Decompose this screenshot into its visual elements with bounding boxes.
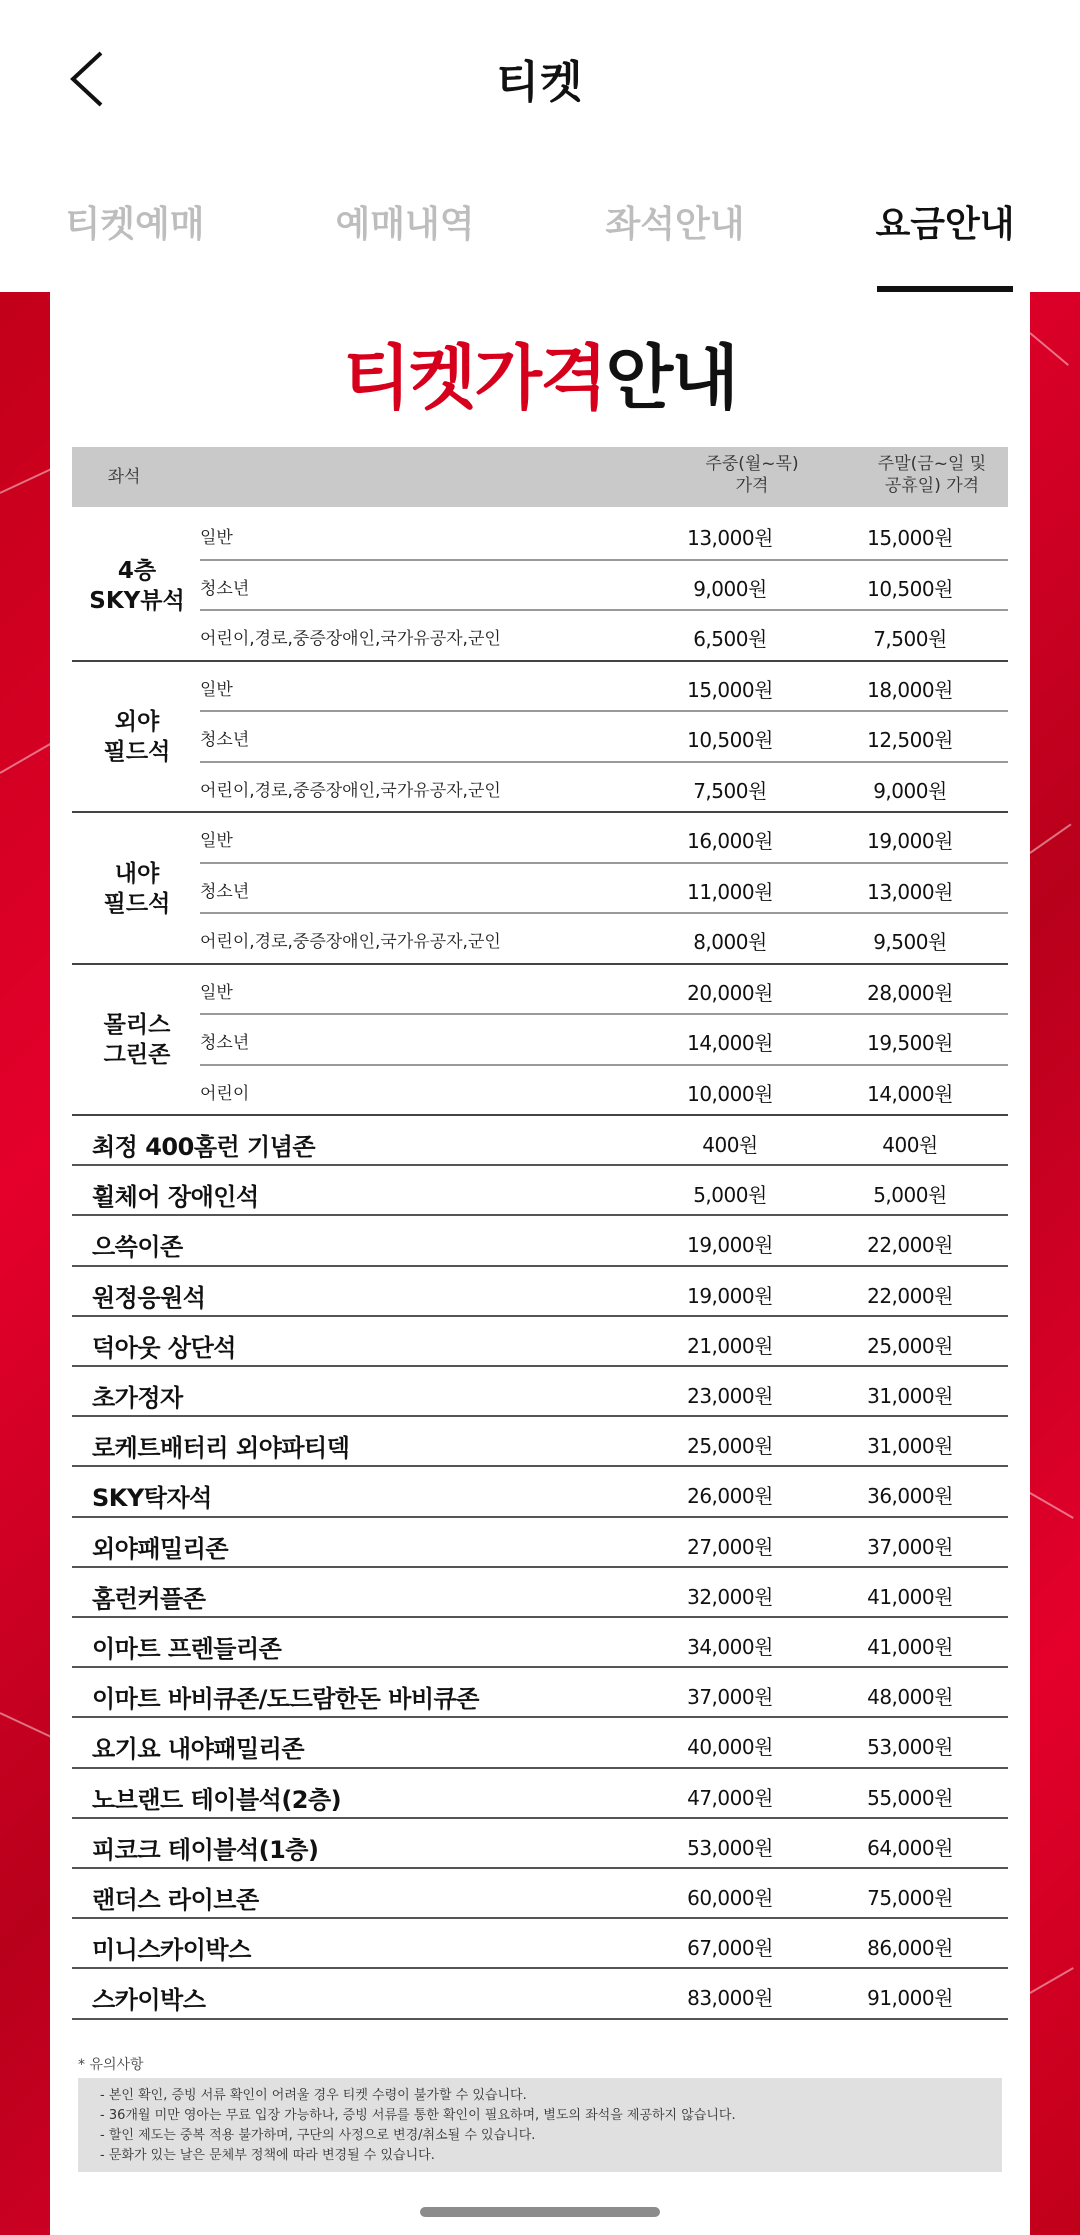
- weekday-price: 67,000원: [687, 1936, 773, 1961]
- row-divider: [200, 1013, 1008, 1015]
- notice-line: - 할인 제도는 중복 적용 불가하며, 구단의 사정으로 변경/취소될 수 있습니다.: [100, 2128, 536, 2143]
- weekend-price: 19,500원: [867, 1031, 953, 1055]
- row-divider: [72, 1867, 1008, 1869]
- weekend-price: 53,000원: [867, 1735, 953, 1760]
- row-divider: [72, 1616, 1008, 1618]
- row-divider: [72, 1365, 1008, 1367]
- weekday-price: 32,000원: [687, 1584, 773, 1609]
- weekday-price: 19,000원: [687, 1283, 773, 1308]
- weekend-price: 31,000원: [867, 1434, 953, 1459]
- seat-group-name: 4층 SKY뷰석: [89, 557, 185, 614]
- weekday-price: 34,000원: [687, 1635, 773, 1659]
- row-divider: [72, 660, 1008, 662]
- zone-name: 이마트 프렌들리존: [92, 1635, 282, 1663]
- weekday-price: 60,000원: [687, 1886, 773, 1910]
- seat-subtype: 청소년: [200, 730, 250, 750]
- notice-title: * 유의사항: [78, 2057, 144, 2073]
- weekday-price: 53,000원: [687, 1835, 773, 1860]
- row-divider: [72, 1465, 1008, 1467]
- weekday-price: 25,000원: [687, 1434, 773, 1459]
- weekday-price: 13,000원: [687, 526, 773, 550]
- seat-subtype: 청소년: [200, 578, 250, 599]
- weekend-price: 64,000원: [867, 1835, 953, 1860]
- weekend-price: 9,000원: [873, 778, 947, 803]
- weekend-price: 13,000원: [867, 879, 953, 904]
- seat-subtype: 어린이,경로,중증장애인,국가유공자,군인: [200, 780, 501, 801]
- weekday-price: 15,000원: [687, 677, 773, 702]
- weekday-price: 21,000원: [687, 1333, 773, 1358]
- tab-ticket-booking[interactable]: 티켓예매: [65, 204, 205, 245]
- row-divider: [72, 1516, 1008, 1518]
- weekend-price: 28,000원: [867, 980, 953, 1005]
- weekend-price: 91,000원: [867, 1986, 953, 2011]
- tab-seat-guide[interactable]: 좌석안내: [605, 204, 745, 245]
- weekday-price: 6,500원: [693, 627, 767, 651]
- notice-line: - 문화가 있는 날은 문체부 정책에 따라 변경될 수 있습니다.: [100, 2148, 435, 2163]
- zone-name: 노브랜드 테이블석(2층): [92, 1785, 342, 1814]
- zone-name: 요기요 내야패밀리존: [92, 1735, 305, 1764]
- row-divider: [72, 1265, 1008, 1267]
- weekend-price: 86,000원: [867, 1936, 953, 1961]
- weekday-price: 11,000원: [687, 879, 773, 904]
- weekend-price: 22,000원: [867, 1233, 953, 1258]
- seat-subtype: 어린이,경로,중증장애인,국가유공자,군인: [200, 629, 501, 649]
- header-weekend: 주말(금~일 및 공휴일) 가격: [877, 454, 987, 496]
- zone-name: 피코크 테이블석(1층): [92, 1835, 319, 1864]
- weekend-price: 31,000원: [867, 1384, 953, 1408]
- seat-subtype: 청소년: [200, 1033, 250, 1053]
- zone-name: 원정응원석: [92, 1283, 206, 1312]
- zone-name: 최정 400홈런 기념존: [92, 1133, 316, 1161]
- weekend-price: 55,000원: [867, 1785, 953, 1810]
- table-header: [72, 447, 1008, 507]
- weekend-price: 7,500원: [873, 627, 947, 651]
- weekend-price: 9,500원: [873, 930, 947, 954]
- row-divider: [72, 1415, 1008, 1417]
- weekend-price: 15,000원: [867, 526, 953, 550]
- row-divider: [200, 761, 1008, 763]
- row-divider: [72, 811, 1008, 813]
- weekday-price: 47,000원: [687, 1785, 773, 1810]
- zone-name: 휠체어 장애인석: [92, 1183, 259, 1212]
- tab-price-guide[interactable]: 요금안내: [810, 180, 1080, 292]
- weekday-price: 20,000원: [687, 980, 773, 1005]
- seat-group-name: 내야 필드석: [103, 860, 171, 917]
- row-divider: [72, 1315, 1008, 1317]
- row-divider: [72, 1767, 1008, 1769]
- row-divider: [72, 1716, 1008, 1718]
- weekday-price: 27,000원: [687, 1534, 773, 1559]
- weekday-price: 16,000원: [687, 829, 773, 853]
- zone-name: 로케트배터리 외야파티덱: [92, 1434, 350, 1463]
- poster-title: 티켓가격안내: [343, 337, 737, 419]
- zone-name: 미니스카이박스: [92, 1936, 251, 1965]
- tab-booking-history[interactable]: 예매내역: [335, 204, 475, 245]
- weekday-price: 83,000원: [687, 1986, 773, 2011]
- row-divider: [200, 710, 1008, 712]
- weekend-price: 14,000원: [867, 1081, 953, 1106]
- weekend-price: 19,000원: [867, 829, 953, 853]
- seat-subtype: 어린이: [200, 1083, 250, 1104]
- row-divider: [200, 912, 1008, 914]
- weekend-price: 10,500원: [867, 576, 953, 601]
- row-divider: [72, 1666, 1008, 1668]
- weekend-price: 41,000원: [867, 1635, 953, 1659]
- row-divider: [200, 1064, 1008, 1066]
- weekday-price: 7,500원: [693, 778, 767, 803]
- weekday-price: 26,000원: [687, 1484, 773, 1509]
- row-divider: [72, 1967, 1008, 1969]
- weekend-price: 5,000원: [873, 1183, 947, 1208]
- row-divider: [72, 1164, 1008, 1166]
- weekend-price: 36,000원: [867, 1484, 953, 1509]
- zone-name: 초가정자: [92, 1384, 183, 1412]
- seat-group-name: 몰리스 그린존: [103, 1012, 171, 1069]
- zone-name: 홈런커플존: [92, 1584, 206, 1613]
- weekday-price: 37,000원: [687, 1685, 773, 1710]
- row-divider: [200, 559, 1008, 561]
- weekday-price: 5,000원: [693, 1183, 767, 1208]
- seat-subtype: 청소년: [200, 881, 250, 902]
- seat-subtype: 어린이,경로,중증장애인,국가유공자,군인: [200, 932, 501, 952]
- seat-subtype: 일반: [200, 528, 233, 548]
- page-title: 티켓: [496, 57, 584, 108]
- top-bar: [0, 0, 1080, 160]
- zone-name: 외야패밀리존: [92, 1534, 229, 1563]
- weekend-price: 25,000원: [867, 1333, 953, 1358]
- home-indicator[interactable]: [420, 2207, 660, 2217]
- row-divider: [200, 609, 1008, 611]
- seat-subtype: 일반: [200, 831, 233, 851]
- weekday-price: 19,000원: [687, 1233, 773, 1258]
- weekday-price: 9,000원: [693, 576, 767, 601]
- zone-name: 덕아웃 상단석: [92, 1333, 236, 1362]
- seat-subtype: 일반: [200, 679, 233, 700]
- row-divider: [72, 1214, 1008, 1216]
- seat-subtype: 일반: [200, 982, 233, 1003]
- notice-line: - 36개월 미만 영아는 무료 입장 가능하나, 증빙 서류를 통한 확인이 필요하며, 별도의 좌석을 제공하지 않습니다.: [100, 2108, 736, 2123]
- row-divider: [72, 1566, 1008, 1568]
- zone-name: 이마트 바비큐존/도드람한돈 바비큐존: [92, 1685, 479, 1714]
- row-divider: [200, 862, 1008, 864]
- zone-name: 으쓱이존: [92, 1233, 183, 1262]
- header-seat: 좌석: [107, 467, 141, 487]
- weekend-price: 18,000원: [867, 677, 953, 702]
- weekday-price: 8,000원: [693, 930, 767, 954]
- tab-bar: [0, 180, 1080, 292]
- weekday-price: 23,000원: [687, 1384, 773, 1408]
- row-divider: [72, 1917, 1008, 1919]
- zone-name: 랜더스 라이브존: [92, 1886, 259, 1914]
- weekend-price: 12,500원: [867, 728, 953, 752]
- row-divider: [72, 2018, 1008, 2020]
- seat-group-name: 외야 필드석: [103, 709, 171, 766]
- notice-box: [78, 2078, 1002, 2172]
- weekday-price: 10,000원: [687, 1081, 773, 1106]
- zone-name: 스카이박스: [92, 1986, 206, 2015]
- weekend-price: 22,000원: [867, 1283, 953, 1308]
- weekend-price: 48,000원: [867, 1685, 953, 1710]
- weekend-price: 37,000원: [867, 1534, 953, 1559]
- row-divider: [72, 1817, 1008, 1819]
- weekend-price: 400원: [882, 1133, 938, 1157]
- weekday-price: 400원: [702, 1133, 758, 1157]
- row-divider: [72, 963, 1008, 965]
- header-weekday: 주중(월~목) 가격: [705, 454, 799, 496]
- weekday-price: 14,000원: [687, 1031, 773, 1055]
- notice-line: - 본인 확인, 증빙 서류 확인이 어려울 경우 티켓 수령이 불가할 수 있습니다.: [100, 2088, 527, 2103]
- price-poster: [50, 292, 1030, 2235]
- weekday-price: 10,500원: [687, 728, 773, 752]
- weekend-price: 75,000원: [867, 1886, 953, 1910]
- weekend-price: 41,000원: [867, 1584, 953, 1609]
- weekday-price: 40,000원: [687, 1735, 773, 1760]
- row-divider: [72, 1114, 1008, 1116]
- zone-name: SKY탁자석: [92, 1484, 212, 1513]
